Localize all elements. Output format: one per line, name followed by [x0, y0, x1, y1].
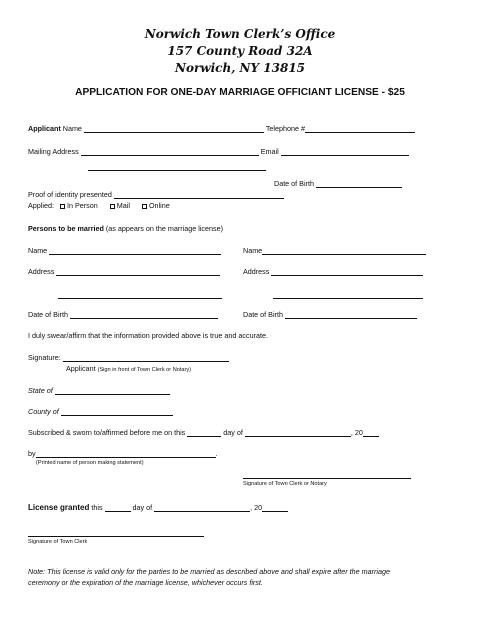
note-line-1: Note: This license is valid only for the parties to be married as described above and shall expire after the marriage — [28, 567, 390, 576]
town-clerk-signature-line — [28, 528, 204, 537]
printed-name-note: (Printed name of person making statement) — [36, 460, 144, 466]
by-row — [28, 449, 218, 458]
applicant-dob-field[interactable] — [316, 180, 402, 188]
person1-address-line-2 — [58, 290, 222, 299]
applicant-signature-field[interactable] — [63, 354, 229, 362]
license-year-field[interactable] — [262, 504, 288, 512]
signature-label: Signature: — [28, 353, 61, 362]
person1-address-row — [28, 267, 220, 276]
office-name: Norwich Town Clerk’s Office — [144, 27, 336, 41]
proof-label: Proof of identity presented — [28, 190, 112, 199]
person2-name-label: Name — [243, 246, 263, 255]
mailing-row — [28, 147, 409, 156]
applicant-row — [28, 124, 415, 133]
person2-dob-row — [243, 310, 417, 319]
person1-name-field[interactable] — [49, 247, 221, 255]
online-label: Online — [148, 201, 170, 210]
email-field[interactable] — [281, 148, 409, 156]
license-granted-label: License granted — [28, 503, 90, 512]
applicant-sign-note: (Sign in front of Town Clerk or Notary) — [97, 367, 192, 373]
applied-label: Applied: — [28, 201, 54, 210]
person1-address-field[interactable] — [56, 268, 220, 276]
person2-address-label: Address — [243, 267, 270, 276]
mail-label: Mail — [116, 201, 130, 210]
license-month-field[interactable] — [154, 504, 250, 512]
person2-dob-label: Date of Birth — [243, 310, 283, 319]
person1-name-row — [28, 246, 221, 255]
form-title: APPLICATION FOR ONE-DAY MARRIAGE OFFICIANT LICENSE - $25 — [75, 87, 405, 98]
person1-dob-field[interactable] — [70, 311, 218, 319]
mail-checkbox[interactable] — [110, 204, 115, 209]
proof-row — [28, 190, 284, 199]
state-row — [28, 386, 170, 395]
applicant-label: Applicant — [28, 124, 61, 133]
office-address: 157 County Road 32A — [167, 44, 313, 58]
state-field[interactable] — [55, 387, 170, 395]
state-label: State of — [28, 386, 53, 395]
license-day-of: day of — [132, 503, 153, 512]
person2-dob-field[interactable] — [285, 311, 417, 319]
license-granted-row — [28, 503, 288, 512]
clerk-notary-signature-caption: Signature of Town Clerk or Notary — [243, 481, 327, 487]
clerk-notary-signature-field[interactable] — [243, 471, 411, 479]
mailing-address-field[interactable] — [81, 148, 259, 156]
license-this: this — [91, 503, 103, 512]
applicant-sign-label: Applicant — [66, 364, 96, 373]
mailing-address-label: Mailing Address — [28, 147, 79, 156]
county-row — [28, 407, 173, 416]
town-clerk-signature-field[interactable] — [28, 529, 204, 537]
subscribed-row — [28, 428, 379, 437]
person1-dob-label: Date of Birth — [28, 310, 68, 319]
telephone-label: Telephone # — [265, 124, 305, 133]
in-person-label: In Person — [66, 201, 98, 210]
office-city: Norwich, NY 13815 — [174, 61, 306, 75]
person1-dob-row — [28, 310, 218, 319]
license-year-prefix: , 20 — [250, 503, 263, 512]
mailing-address-line-2 — [88, 162, 266, 171]
person1-address-field-2[interactable] — [58, 291, 222, 299]
county-field[interactable] — [61, 408, 173, 416]
printed-name-field[interactable] — [36, 450, 216, 458]
email-label: Email — [260, 147, 279, 156]
person2-address-field[interactable] — [271, 268, 423, 276]
person2-name-row — [243, 246, 426, 255]
subscribed-text: Subscribed & sworn to/affirmed before me on this — [28, 428, 186, 437]
clerk-notary-signature-line — [243, 470, 411, 479]
online-checkbox[interactable] — [142, 204, 147, 209]
applicant-dob-label: Date of Birth — [274, 179, 314, 188]
person1-address-label: Address — [28, 267, 55, 276]
swear-statement: I duly swear/affirm that the information provided above is true and accurate. — [28, 331, 268, 340]
subscribed-day-of: day of — [223, 428, 243, 437]
subscribed-day-field[interactable] — [187, 429, 221, 437]
person2-name-field[interactable] — [262, 247, 426, 255]
persons-heading-note: (as appears on the marriage license) — [105, 224, 223, 233]
subscribed-year-prefix: , 20 — [350, 428, 363, 437]
subscribed-year-field[interactable] — [363, 429, 379, 437]
mailing-address-field-2[interactable] — [88, 163, 266, 171]
person2-address-field-2[interactable] — [273, 291, 423, 299]
note-line-2: ceremony or the expiration of the marriage license, whichever occurs first. — [28, 578, 263, 587]
county-label: County of — [28, 407, 59, 416]
by-label: by — [28, 449, 36, 458]
persons-heading — [28, 224, 223, 233]
subscribed-month-field[interactable] — [245, 429, 351, 437]
by-end: . — [215, 449, 218, 458]
applicant-name-field[interactable] — [84, 125, 264, 133]
person1-name-label: Name — [28, 246, 48, 255]
person2-address-row — [243, 267, 423, 276]
in-person-checkbox[interactable] — [60, 204, 65, 209]
persons-heading-bold: Persons to be married — [28, 224, 104, 233]
license-day-field[interactable] — [105, 504, 131, 512]
town-clerk-signature-caption: Signature of Town Clerk — [28, 539, 88, 545]
applied-row — [28, 201, 170, 210]
telephone-field[interactable] — [305, 125, 415, 133]
applicant-dob-row — [274, 179, 402, 188]
applicant-name-label: Name — [62, 124, 82, 133]
applicant-sign-caption — [66, 364, 191, 373]
proof-field[interactable] — [114, 191, 284, 199]
signature-row — [28, 353, 229, 362]
person2-address-line-2 — [273, 290, 423, 299]
